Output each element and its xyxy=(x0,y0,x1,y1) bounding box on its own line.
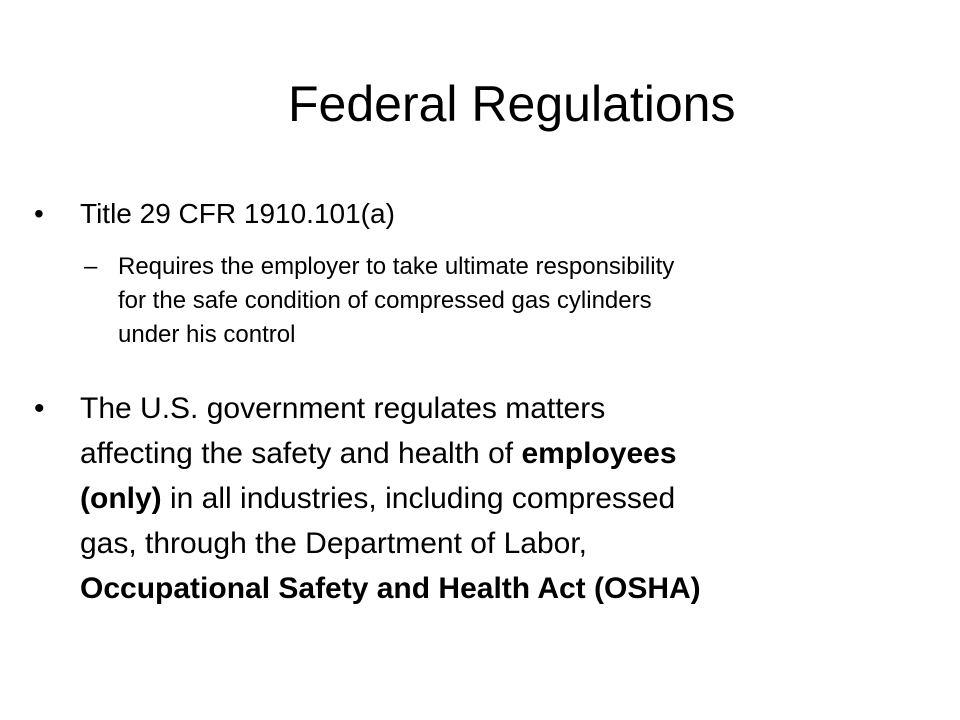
bullet-text xyxy=(80,386,914,611)
bullet-line: gas, through the Department of Labor, xyxy=(80,527,587,560)
bold-only: (only) xyxy=(80,482,162,515)
bullet-line-text: affecting the safety and health of xyxy=(80,437,522,470)
sub-bullet-item xyxy=(84,250,934,352)
bullet-item-us-government xyxy=(34,386,914,611)
sub-bullet-line: Requires the employer to take ultimate responsibility xyxy=(118,253,675,280)
bold-osha-act: Occupational Safety and Health Act (OSHA) xyxy=(80,572,701,605)
sub-bullet-line: for the safe condition of compressed gas cylinders xyxy=(118,287,652,314)
bullet-line-text: in all industries, including compressed xyxy=(161,482,676,515)
sub-bullet-marker: – xyxy=(84,253,98,280)
sub-bullet-line: under his control xyxy=(118,321,296,348)
slide-title: Federal Regulations xyxy=(288,76,736,132)
bullet-text: Title 29 CFR 1910.101(a) xyxy=(80,198,395,229)
bullet-line xyxy=(80,431,914,476)
bullet-marker: • xyxy=(34,198,44,229)
bullet-marker: • xyxy=(34,392,45,425)
bold-employees: employees xyxy=(521,437,677,470)
bullet-item-title-29-cfr xyxy=(34,196,914,232)
bullet-line xyxy=(80,476,914,521)
sub-bullet-text xyxy=(118,250,934,352)
bullet-line: The U.S. government regulates matters xyxy=(80,392,606,425)
